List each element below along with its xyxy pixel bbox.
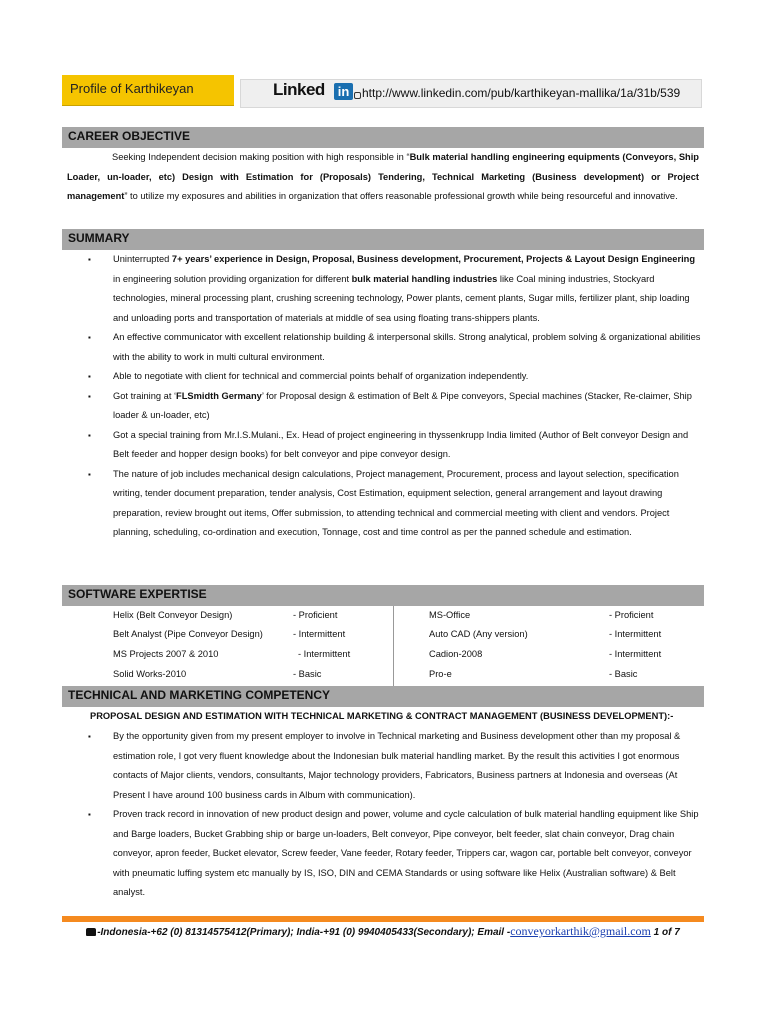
phone-icon xyxy=(86,928,96,936)
software-left-name: Helix (Belt Conveyor Design) xyxy=(113,610,233,620)
tech-list xyxy=(88,727,702,903)
profile-title: Profile of Karthikeyan xyxy=(70,81,194,96)
career-objective-part-2: ” to utilize my exposures and abilities in organization that offers reasonable professional growth while being resourceful and innovative. xyxy=(124,191,678,201)
software-left-name: Solid Works-2010 xyxy=(113,669,187,679)
summary-bullet-4 xyxy=(88,387,702,426)
tech-subheading: PROPOSAL DESIGN AND ESTIMATION WITH TECHNICAL MARKETING & CONTRACT MANAGEMENT (BUSINESS DEVELOPMENT):- xyxy=(90,711,674,721)
software-left-level: - Basic xyxy=(293,669,322,679)
summary-bullet-6: ▪ The nature of job includes mechanical design calculations, Project management, Procurement, process and layout selection, specification writing, tender document preparation, tender analysis, Cost Estimation, equipment selection, general arrangement and layout drawing preparation, review brought out items, Offer submission, to attending technical and commercial meeting with client and vendors. Project planning, scheduling, co-ordination and execution, Tonnage, cost and time control as per the panned schedule and estimation. xyxy=(88,465,702,543)
career-objective-heading-bar xyxy=(62,127,704,148)
software-heading: SOFTWARE EXPERTISE xyxy=(68,587,207,601)
link-icon xyxy=(354,92,361,99)
summary-bullet-2: ▪ An effective communicator with excellent relationship building & interpersonal skills. Strong analytical, problem solving & organizational abilities with the ability to work in multi cultural environment. xyxy=(88,328,702,367)
tech-heading: TECHNICAL AND MARKETING COMPETENCY xyxy=(68,688,331,702)
software-right-name: Pro-e xyxy=(429,669,452,679)
software-right-level: - Intermittent xyxy=(609,629,662,639)
career-objective-bold: Bulk material handling engineering equipments (Conveyors, Ship Loader, un-loader, etc) Design with Estimation for (Proposals) Tendering, Technical Marketing (Business development) or Project management xyxy=(67,152,699,201)
software-right-name: Cadion-2008 xyxy=(429,649,483,659)
footer-contact-text: -Indonesia-+62 (0) 81314575412(Primary); India-+91 (0) 9940405433(Secondary); Email - xyxy=(97,927,511,938)
software-right-name: MS-Office xyxy=(429,610,471,620)
software-table-divider xyxy=(393,606,394,686)
summary-b1-t2: in engineering solution providing organization for different xyxy=(113,273,352,284)
summary-heading-bar xyxy=(62,229,704,250)
summary-b1-t3: like Coal mining industries, Stockyard technologies, mineral processing plant, crushing screening technology, Power plants, cement plants, Sugar mills, fertilizer plant, ship loading and unloading ports and transportation of materials at middle of sea using floating trans-shippers plants. xyxy=(113,273,690,323)
career-objective-part-1: Seeking Independent decision making position with high responsible in “ xyxy=(112,152,410,162)
software-table xyxy=(62,606,704,686)
linkedin-logo-text: Linked xyxy=(273,80,325,99)
software-right-level: - Intermittent xyxy=(609,649,662,659)
software-right-level: - Proficient xyxy=(609,610,654,620)
career-objective-heading: CAREER OBJECTIVE xyxy=(68,129,191,143)
linkedin-bar[interactable] xyxy=(240,79,702,108)
tech-heading-bar xyxy=(62,686,704,707)
profile-title-box xyxy=(62,75,234,106)
linkedin-logo-icon: in xyxy=(334,83,353,100)
software-left-name: MS Projects 2007 & 2010 xyxy=(113,649,219,659)
software-heading-bar xyxy=(62,585,704,606)
footer-email-link[interactable]: conveyorkarthik@gmail.com xyxy=(510,924,651,938)
summary-b1-bold-1: 7+ years’ experience in Design, Proposal, Business development, Procurement, Projects & Layout Design Engineering xyxy=(171,254,696,264)
summary-bullet-1 xyxy=(88,250,702,328)
software-left-level: - Intermittent xyxy=(293,629,346,639)
summary-b1-bold-2: bulk material handling industries xyxy=(351,273,498,284)
summary-b4-bold: FLSmidth Germany xyxy=(176,390,262,401)
footer-divider xyxy=(62,916,704,922)
summary-b4-t1: Got training at ‘ xyxy=(113,390,177,401)
software-right-level: - Basic xyxy=(609,669,638,679)
summary-list xyxy=(88,250,702,543)
software-left-level: - Intermittent xyxy=(298,649,351,659)
career-objective-text xyxy=(67,148,699,207)
footer-contact xyxy=(62,924,704,939)
tech-bullet-2: ▪ Proven track record in innovation of new product design and power, volume and cycle calculation of bulk material handling equipment like Ship and Barge loaders, Bucket Grabbing ship or barge un-loaders, Belt conveyor, Pipe conveyor, belt feeder, slat chain conveyor, Drag chain conveyor, apron feeder, Bucket elevator, Screw feeder, Vane feeder, Rotary feeder, Trippers car, wagon car, portable belt conveyor, conveyor with pneumatic luffing system etc manually by IS, ISO, DIN and CEMA Standards or using software like Helix (Australian software) & Belt analyst. xyxy=(88,805,702,903)
linkedin-url-link[interactable]: http://www.linkedin.com/pub/karthikeyan-mallika/1a/31b/539 xyxy=(362,86,681,100)
summary-heading: SUMMARY xyxy=(68,231,130,245)
summary-bullet-5: ▪ Got a special training from Mr.I.S.Mulani., Ex. Head of project engineering in thyssenkrupp India limited (Author of Belt conveyor Design and Belt feeder and hopper design books) for belt conveyor and pipe conveyor design. xyxy=(88,426,702,465)
summary-bullet-3: ▪ Able to negotiate with client for technical and commercial points behalf of organization independently. xyxy=(88,367,702,387)
software-left-name: Belt Analyst (Pipe Conveyor Design) xyxy=(113,629,263,639)
page-number: 1 of 7 xyxy=(650,927,680,938)
summary-b1-t1: Uninterrupted xyxy=(113,254,172,264)
tech-bullet-1: ▪ By the opportunity given from my present employer to involve in Technical marketing and Business development other than my proposal & estimation role, I got very fluent knowledge about the Indonesian bulk material handling market. By the result this activities I got enormous contacts of Major clients, vendors, consultants, Major technology providers, Fabricators, Business partners at Indonesia and overseas (At Present I have around 100 business cards in Album with communication). xyxy=(88,727,702,805)
summary-b4-t2: ’ for Proposal design & estimation of Belt & Pipe conveyors, Special machines (Stacker, Re-claimer, Ship loader & un-loader, etc) xyxy=(113,390,692,420)
software-right-name: Auto CAD (Any version) xyxy=(429,629,528,639)
software-left-level: - Proficient xyxy=(293,610,338,620)
